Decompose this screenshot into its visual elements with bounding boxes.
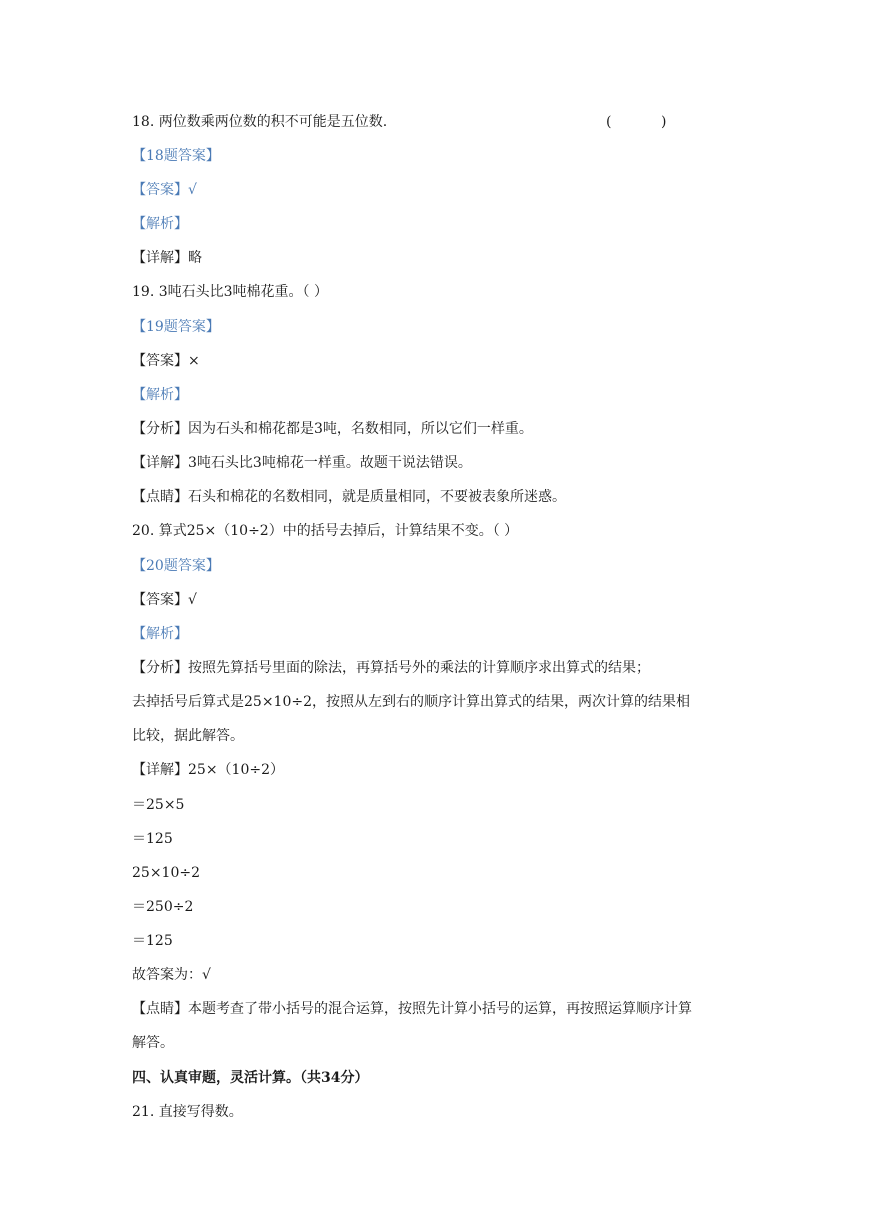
q20-step-4: ＝250÷2: [132, 899, 194, 915]
q19-comment: 【点睛】石头和棉花的名数相同，就是质量相同，不要被表象所迷惑。: [132, 489, 566, 505]
question-18: 18. 两位数乘两位数的积不可能是五位数.: [132, 114, 388, 130]
q20-comment-line-1: 【点睛】本题考查了带小括号的混合运算，按照先计算小括号的运算，再按照运算顺序计算: [132, 1001, 692, 1017]
q20-comment-line-2: 解答。: [132, 1035, 174, 1051]
q20-step-1: ＝25×5: [132, 797, 185, 813]
q20-analysis-line-1: 【分析】按照先算括号里面的除法，再算括号外的乘法的计算顺序求出算式的结果；: [132, 660, 650, 676]
q20-step-3: 25×10÷2: [132, 865, 200, 881]
question-19: 19. 3吨石头比3吨棉花重。（ ）: [132, 284, 328, 300]
q19-analysis: 【分析】因为石头和棉花都是3吨，名数相同，所以它们一样重。: [132, 421, 533, 437]
q18-detail: 【详解】略: [132, 250, 202, 266]
q18-answer: 【答案】√: [132, 182, 197, 198]
q20-step-5: ＝125: [132, 933, 173, 949]
q20-answer-heading: 【20题答案】: [132, 558, 220, 574]
answer-paren-close: ): [661, 114, 667, 130]
q19-answer-heading: 【19题答案】: [132, 319, 220, 335]
answer-paren-open: (: [606, 114, 612, 130]
q20-step-2: ＝125: [132, 831, 173, 847]
q20-analysis-line-2: 去掉括号后算式是25×10÷2，按照从左到右的顺序计算出算式的结果，两次计算的结果相: [132, 694, 690, 710]
q20-conclusion: 故答案为：√: [132, 967, 211, 983]
question-21: 21. 直接写得数。: [132, 1104, 243, 1120]
q20-analysis-label: 【解析】: [132, 626, 188, 642]
q19-detail: 【详解】3吨石头比3吨棉花一样重。故题干说法错误。: [132, 455, 472, 471]
q19-answer: 【答案】×: [132, 353, 200, 369]
section-4-title: 四、认真审题，灵活计算。（共34分）: [132, 1070, 369, 1086]
question-20: 20. 算式25×（10÷2）中的括号去掉后，计算结果不变。（ ）: [132, 523, 519, 539]
q20-detail: 【详解】25×（10÷2）: [132, 762, 284, 778]
q18-analysis-label: 【解析】: [132, 216, 188, 232]
q20-analysis-line-3: 比较，据此解答。: [132, 728, 244, 744]
q18-answer-heading: 【18题答案】: [132, 148, 220, 164]
q20-answer: 【答案】√: [132, 592, 197, 608]
q19-analysis-label: 【解析】: [132, 387, 188, 403]
